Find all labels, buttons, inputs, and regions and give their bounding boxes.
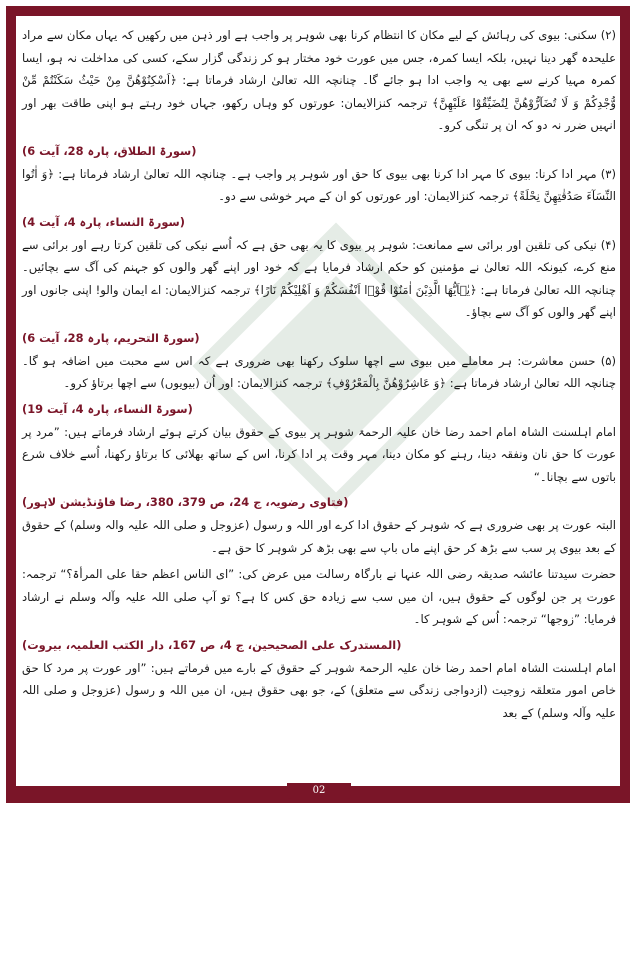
page-number: 02 xyxy=(287,783,351,799)
reference-nisa-19: (سورۃ النساء، پارہ 4، آیت 19) xyxy=(22,401,193,416)
paragraph-residence: (۲) سکنی: بیوی کی رہائش کے لیے مکان کا انتظام کرنا بھی شوہر پر واجب ہے اور ذہن میں رکھیں کہ یہاں مکان سے مراد علیحدہ گھر دینا نہیں، بلکہ ایسا کمرہ، جس میں عورت خود مختار ہو کر زندگی گزار سکے، کسی کی مداخلت نہ ہو، ایسا کمرہ مہیا کرنے سے بھی یہ واجب ادا ہو جائے گا۔ چنانچہ اللہ تعالیٰ ارشاد فرماتا ہے: ﴿اَسْكِنُوْهُنَّ مِنْ حَیْثُ سَكَنْتُمْ مِّنْ وُّجْدِكُمْ وَ لَا تُضَآرُّوْهُنَّ لِتُضَیِّقُوْا عَلَیْهِنَّ﴾ ترجمہ کنزالایمان: عورتوں کو وہاں رکھو، جہاں خود رہتے ہو اپنی طاقت بھر اور انہیں ضرر نہ دو کہ ان پر تنگی کرو۔ xyxy=(22,28,616,132)
paragraph-good-conduct: (۵) حسن معاشرت: ہر معاملے میں بیوی سے اچھا سلوک رکھنا بھی ضروری ہے کہ اس سے محبت میں اضافہ ہو گا۔ چنانچہ اللہ تعالیٰ ارشاد فرماتا ہے: ﴿وَ عَاشِرُوْهُنَّ بِالْمَعْرُوْفِ﴾ ترجمہ کنزالایمان: اور اُن (بیویوں) سے اچھا برتاؤ کرو۔ xyxy=(22,353,616,390)
reference-nisa-4: (سورۃ النساء، پارہ 4، آیت 4) xyxy=(22,214,185,229)
reference-tahreem: (سورۃ التحریم، پارہ 28، آیت 6) xyxy=(22,330,200,345)
paragraph-guidance: (۴) نیکی کی تلقین اور برائی سے ممانعت: شوہر پر بیوی کا یہ بھی حق ہے کہ اُسے نیکی کی تلقین کرتا رہے اور برائی سے منع کرے، کیونکہ اللہ تعالیٰ نے مؤمنین کو حکم ارشاد فرمایا ہے کہ خود اور اپنے گھر والوں کو جہنم کی آگ سے بچائیں۔ چنانچہ اللہ تعالیٰ فرماتا ہے: ﴿یٰۤاَیُّهَا الَّذِیْنَ اٰمَنُوْا قُوْۤا اَنْفُسَكُمْ وَ اَهْلِیْكُمْ نَارًا﴾ ترجمہ کنزالایمان: اے ایمان والو! اپنی جانوں اور اپنے گھر والوں کو آگ سے بچاؤ۔ xyxy=(22,237,616,319)
paragraph-aisha-hadith: حضرت سیدتنا عائشہ صدیقہ رضی اللہ عنہا نے بارگاہ رسالت میں عرض کی: ”ای الناس اعظم حقا علی المرأۃ؟“ ترجمہ: عورت پر جن لوگوں کے حقوق ہیں، ان میں سب سے زیادہ حق کس کا ہے؟ تو آپ صلی اللہ علیہ وآلہ وسلم نے ارشاد فرمایا: ”زوجھا“ ترجمہ: اُس کے شوہر کا۔ xyxy=(22,567,616,626)
reference-fatawa-rizvia: (فتاوی رضویہ، ج 24، ص 379، 380، رضا فاؤنڈیشن لاہور) xyxy=(22,495,349,509)
reference-talaq: (سورۃ الطلاق، پارہ 28، آیت 6) xyxy=(22,143,197,158)
article-text xyxy=(22,24,616,728)
reference-mustadrak: (المستدرک علی الصحیحین، ج 4، ص 167، دار الکتب العلمیہ، بیروت) xyxy=(22,637,402,652)
paragraph-mahr: (۳) مہر ادا کرنا: بیوی کا مہر ادا کرنا بھی بیوی کا حق اور شوہر پر واجب ہے۔ چنانچہ اللہ تعالیٰ ارشاد فرماتا ہے: ﴿وَ اٰتُوا النِّسَآءَ صَدُقٰتِهِنَّ نِحْلَةً﴾ ترجمہ کنزالایمان: اور عورتوں کو ان کے مہر خوشی سے دو۔ xyxy=(22,166,616,203)
paragraph-wife-duty: البتہ عورت پر بھی ضروری ہے کہ شوہر کے حقوق ادا کرے اور اللہ و رسول (عزوجل و صلی اللہ علیہ والہ وسلم) کے حقوق کے بعد بیوی پر سب سے بڑھ کر حق اپنے ماں باپ سے بھی بڑھ کر شوہر کا حق ہے۔ xyxy=(22,518,616,555)
paragraph-imam-quote: امام اہلسنت الشاہ امام احمد رضا خان علیہ الرحمۃ شوہر پر بیوی کے حقوق بیان کرتے ہوئے ارشاد فرماتے ہیں: ”مرد پر عورت کا حق نان ونفقہ دینا، رہنے کو مکان دینا، مہر وقت پر ادا کرنا، اس کے ساتھ بھلائی کا برتاؤ رکھنا، اُسے خلاف شرع باتوں سے بچانا۔“ xyxy=(22,424,616,484)
paragraph-husband-rights: امام اہلسنت الشاہ امام احمد رضا خان علیہ الرحمۃ شوہر کے حقوق کے بارے میں فرماتے ہیں: ”اور عورت پر مرد کا حق خاص امور متعلقہ زوجیت (ازدواجی زندگی سے متعلق) کے، جو بھی حقوق ہیں، ان میں اللہ و رسول (عزوجل و صلی اللہ علیہ وآلہ وسلم) کے بعد xyxy=(22,660,616,720)
